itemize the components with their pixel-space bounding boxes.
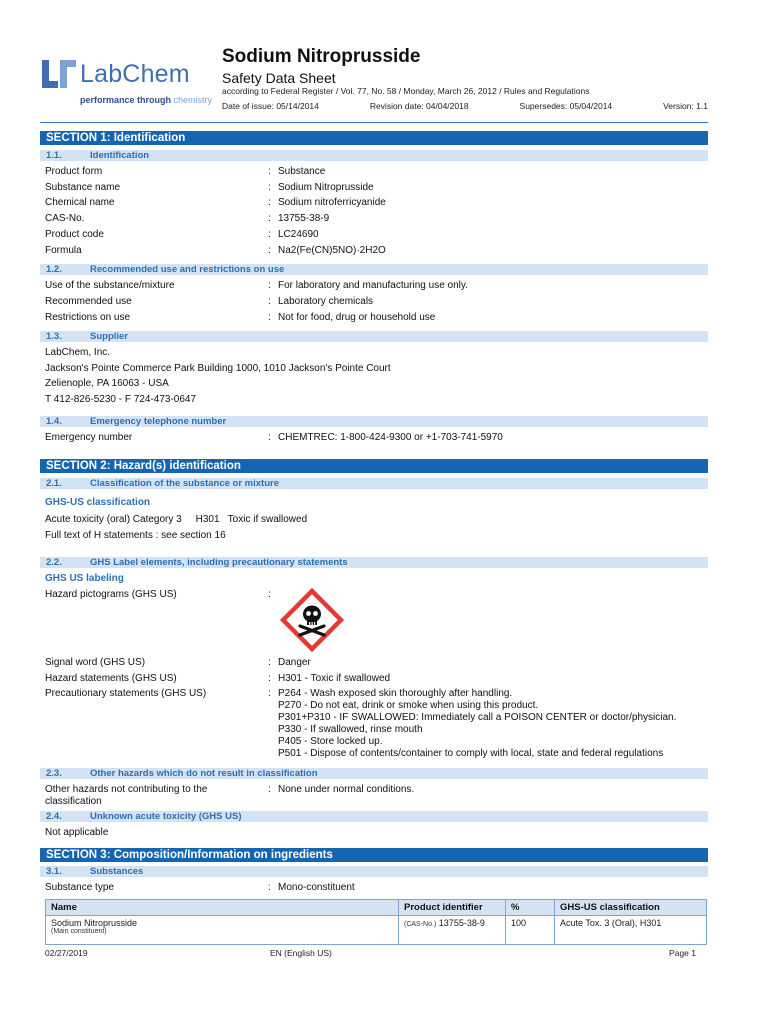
precaution-statement: P405 - Store locked up. [278,736,383,747]
ingredient-name: Sodium Nitroprusside [51,918,138,928]
colon: : [268,296,271,307]
supplier-line: Zelienople, PA 16063 - USA [45,378,169,389]
colon: : [268,589,271,600]
column-header: Product identifier [399,900,506,916]
subsection-number: 1.3. [46,331,62,342]
subsection-number: 2.3. [46,768,62,779]
ghs-classification-line: Acute toxicity (oral) Category 3 H301 Toxic if swallowed [45,514,308,525]
subsection-number: 3.1. [46,866,62,877]
field-label: Restrictions on use [45,312,131,323]
footer-page: Page 1 [669,948,696,958]
colon: : [268,229,271,240]
field-label-cont: classification [45,796,102,807]
subsection-2-1 [40,478,708,489]
header-divider [40,122,708,123]
full-text-note: Full text of H statements : see section 16 [45,530,226,541]
colon: : [268,166,271,177]
brand-tagline [80,95,212,105]
field-label: Chemical name [45,197,115,208]
colon: : [268,182,271,193]
hazard-statement: H301 - Toxic if swallowed [278,673,391,684]
field-label: Substance name [45,182,121,193]
cell-percent: 100 [506,916,555,945]
subsection-number: 1.2. [46,264,62,275]
colon: : [268,245,271,256]
precaution-statement: P501 - Dispose of contents/container to comply with local, state and federal regulations [278,748,664,759]
ghs-classification-heading: GHS-US classification [45,497,151,508]
footer-language: EN (English US) [270,948,332,958]
subsection-label: Identification [90,150,150,161]
field-label: Product form [45,166,103,177]
subsection-label: Substances [90,866,144,877]
supplier-line: T 412-826-5230 - F 724-473-0647 [45,394,197,405]
colon: : [268,312,271,323]
version: Version: 1.1 [663,101,708,111]
cell-name [46,916,399,945]
colon: : [268,432,271,443]
colon: : [268,673,271,684]
subsection-number: 2.1. [46,478,62,489]
subsection-label: Other hazards which do not result in classification [90,768,318,779]
column-header: Name [46,900,399,916]
composition-table [45,899,707,945]
table-header-row [46,900,707,916]
field-value: Na2(Fe(CN)5NO)·2H2O [278,245,386,256]
subsection-3-1 [40,866,708,877]
subsection-2-2 [40,557,708,568]
subsection-1-4 [40,416,708,427]
colon: : [268,784,271,795]
precaution-statement: P301+P310 - IF SWALLOWED: Immediately call a POISON CENTER or doctor/physician. [278,712,677,723]
document-title: Sodium Nitroprusside [222,46,421,67]
supersedes: Supersedes: 05/04/2014 [519,101,613,111]
field-value: 13755-38-9 [278,213,330,224]
skull-crossbones-icon [280,588,344,652]
subsection-1-2 [40,264,708,275]
field-value: Sodium nitroferricyanide [278,197,386,208]
field-label: Substance type [45,882,114,893]
signal-word: Danger [278,657,311,668]
labchem-logo-icon [42,60,78,90]
field-label: Use of the substance/mixture [45,280,175,291]
subsection-2-3 [40,768,708,779]
field-label: Emergency number [45,432,133,443]
subsection-number: 1.1. [46,150,62,161]
cell-identifier [399,916,506,945]
cas-number: 13755-38-9 [438,918,485,928]
field-value: Sodium Nitroprusside [278,182,374,193]
regulation-line: according to Federal Register / Vol. 77, No. 58 / Monday, March 26, 2012 / Rules and Regulations [222,86,590,96]
field-value: Not for food, drug or household use [278,312,436,323]
supplier-line: LabChem, Inc. [45,347,111,358]
column-header: % [506,900,555,916]
subsection-label: Classification of the substance or mixture [90,478,279,489]
date-line [222,101,708,111]
subsection-1-3 [40,331,708,342]
table-row [46,916,707,945]
cas-prefix: (CAS-No.) [404,921,437,928]
subsection-label: Supplier [90,331,129,342]
field-label: Other hazards not contributing to the [45,784,208,795]
precaution-statement: P264 - Wash exposed skin thoroughly after handling. [278,688,513,699]
revision-date: Revision date: 04/04/2018 [369,101,469,111]
subsection-label: Emergency telephone number [90,416,227,427]
footer-date: 02/27/2019 [45,948,88,958]
field-label: Product code [45,229,104,240]
brand-name: LabChem [80,60,190,88]
colon: : [268,280,271,291]
section-2-title: SECTION 2: Hazard(s) identification [40,459,708,473]
field-value: Laboratory chemicals [278,296,374,307]
colon: : [268,688,271,699]
emergency-number: CHEMTREC: 1-800-424-9300 or +1-703-741-5970 [278,432,503,443]
field-value: Substance [278,166,326,177]
not-applicable-text: Not applicable [45,827,109,838]
colon: : [268,657,271,668]
precaution-statement: P270 - Do not eat, drink or smoke when using this product. [278,700,539,711]
colon: : [268,882,271,893]
field-label: Precautionary statements (GHS US) [45,688,207,699]
field-value: For laboratory and manufacturing use only. [278,280,468,291]
precaution-statement: P330 - If swallowed, rinse mouth [278,724,423,735]
field-label: Signal word (GHS US) [45,657,146,668]
subsection-1-1 [40,150,708,161]
ghs-labeling-heading: GHS US labeling [45,573,124,584]
field-label: Hazard pictograms (GHS US) [45,589,177,600]
colon: : [268,213,271,224]
section-1-title: SECTION 1: Identification [40,131,708,145]
field-value: LC24690 [278,229,319,240]
field-label: CAS-No. [45,213,85,224]
subsection-label: Recommended use and restrictions on use [90,264,285,275]
colon: : [268,197,271,208]
document-subtitle: Safety Data Sheet [222,70,336,86]
ingredient-note: (Main constituent) [51,928,107,935]
column-header: GHS-US classification [555,900,707,916]
subsection-2-4 [40,811,708,822]
subsection-label: GHS Label elements, including precautionary statements [90,557,348,568]
substance-type-value: Mono-constituent [278,882,355,893]
tagline-part-a: performance through [80,95,172,105]
tagline-part-b: chemistry [173,95,213,105]
supplier-line: Jackson's Pointe Commerce Park Building 1000, 1010 Jackson's Pointe Court [45,363,391,374]
section-3-title: SECTION 3: Composition/Information on ingredients [40,848,708,862]
date-of-issue: Date of issue: 05/14/2014 [222,101,319,111]
field-label: Formula [45,245,82,256]
subsection-label: Unknown acute toxicity (GHS US) [90,811,242,822]
field-label: Recommended use [45,296,132,307]
subsection-number: 1.4. [46,416,62,427]
subsection-number: 2.2. [46,557,62,568]
other-hazards-value: None under normal conditions. [278,784,415,795]
field-label: Hazard statements (GHS US) [45,673,177,684]
cell-ghs: Acute Tox. 3 (Oral), H301 [555,916,707,945]
subsection-number: 2.4. [46,811,62,822]
